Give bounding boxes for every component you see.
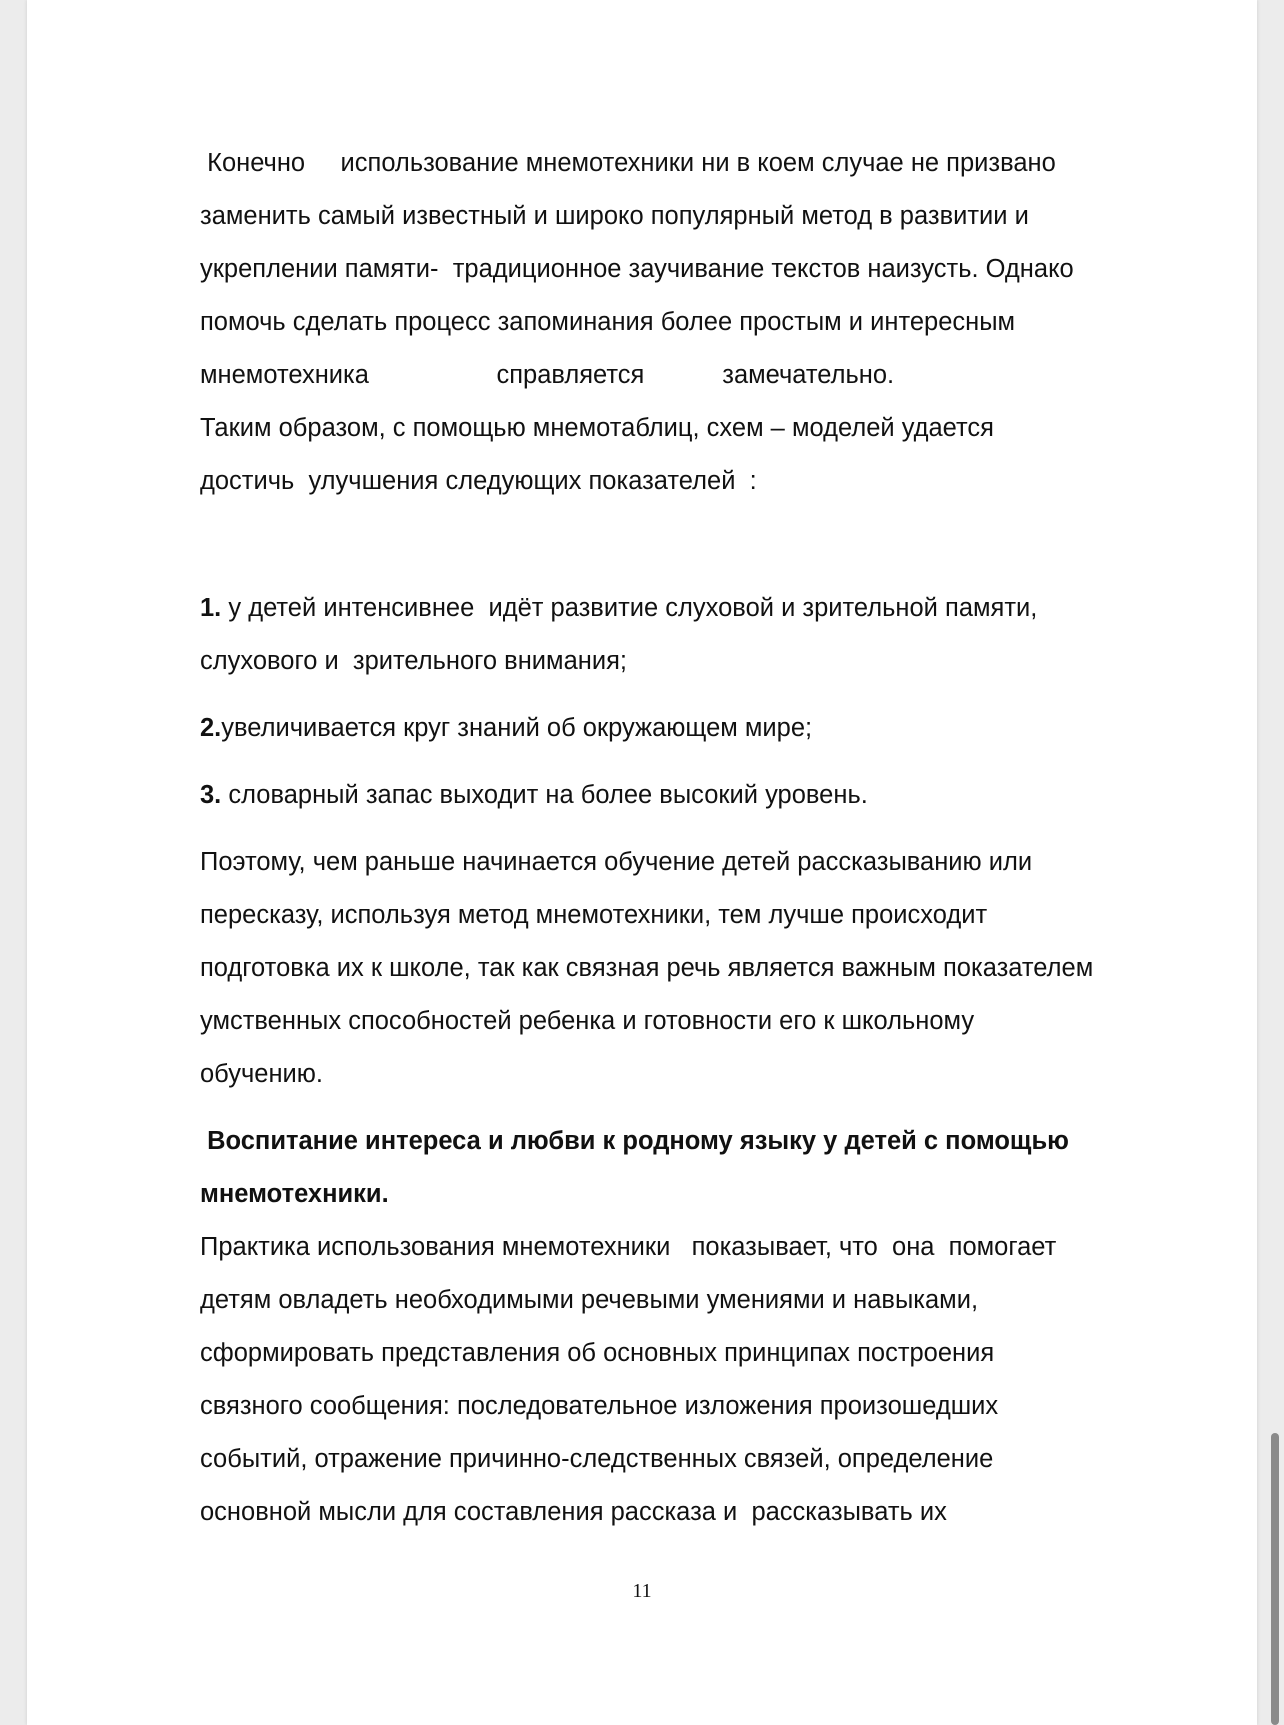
spacer [200, 688, 1190, 702]
list-number: 2. [200, 714, 222, 742]
text-line: сформировать представления об основных принципах построения [200, 1339, 995, 1367]
text-line: событий, отражение причинно-следственных связей, определение [200, 1445, 994, 1473]
page-number: 11 [632, 1580, 652, 1602]
text-line: связного сообщения: последовательное изложения произошедших [200, 1392, 999, 1420]
heading-line: мнемотехники. [200, 1180, 389, 1208]
text-line: заменить самый известный и широко популярный метод в развитии и [200, 202, 1029, 230]
text-line: подготовка их к школе, так как связная речь является важным показателем [200, 954, 1094, 982]
list-text: у детей интенсивнее идёт развитие слуховой и зрительной памяти, [221, 594, 1038, 622]
text-line: мнемотехника справляется замечательно. [200, 361, 895, 389]
text-line: Таким образом, с помощью мнемотаблиц, схем – моделей удается [200, 414, 994, 442]
text-line: умственных способностей ребенка и готовности его к школьному [200, 1007, 975, 1035]
text-line [200, 702, 1190, 755]
text-line: основной мысли для составления рассказа и рассказывать их [200, 1498, 947, 1526]
paragraph-conclusion [200, 836, 1190, 1101]
list-number: 1. [200, 594, 222, 622]
list-text: словарный запас выходит на более высокий уровень. [221, 781, 868, 809]
scrollbar-thumb[interactable] [1271, 1433, 1279, 1725]
text-line: Поэтому, чем раньше начинается обучение детей рассказыванию или [200, 848, 1033, 876]
text-line: достичь улучшения следующих показателей : [200, 467, 757, 495]
text-line [200, 582, 1190, 635]
text-line: слухового и зрительного внимания; [200, 647, 627, 675]
text-line: обучению. [200, 1060, 323, 1088]
spacer [200, 1101, 1190, 1115]
paragraph-summary [200, 402, 1190, 508]
section-heading [200, 1115, 1190, 1221]
paragraph-practice [200, 1221, 1190, 1539]
spacer [200, 822, 1190, 836]
text-line: помочь сделать процесс запоминания более простым и интересным [200, 308, 1016, 336]
text-line [200, 769, 1190, 822]
list-item [200, 769, 1190, 822]
spacer [200, 755, 1190, 769]
text-line: укреплении памяти- традиционное заучивание текстов наизусть. Однако [200, 255, 1074, 283]
list-number: 3. [200, 781, 222, 809]
list-item [200, 702, 1190, 755]
spacer [200, 508, 1190, 582]
list-text: увеличивается круг знаний об окружающем мире; [221, 714, 813, 742]
paragraph-intro [200, 137, 1190, 402]
document-page [27, 0, 1257, 1725]
text-line: пересказу, используя метод мнемотехники, тем лучше происходит [200, 901, 988, 929]
page-content [200, 137, 1190, 1539]
text-line: Практика использования мнемотехники показывает, что она помогает [200, 1233, 1057, 1261]
text-line: Конечно использование мнемотехники ни в коем случае не призвано [200, 149, 1056, 177]
heading-line: Воспитание интереса и любви к родному языку у детей с помощью [200, 1127, 1069, 1155]
list-item [200, 582, 1190, 688]
text-line: детям овладеть необходимыми речевыми умениями и навыками, [200, 1286, 979, 1314]
numbered-list [200, 582, 1190, 822]
